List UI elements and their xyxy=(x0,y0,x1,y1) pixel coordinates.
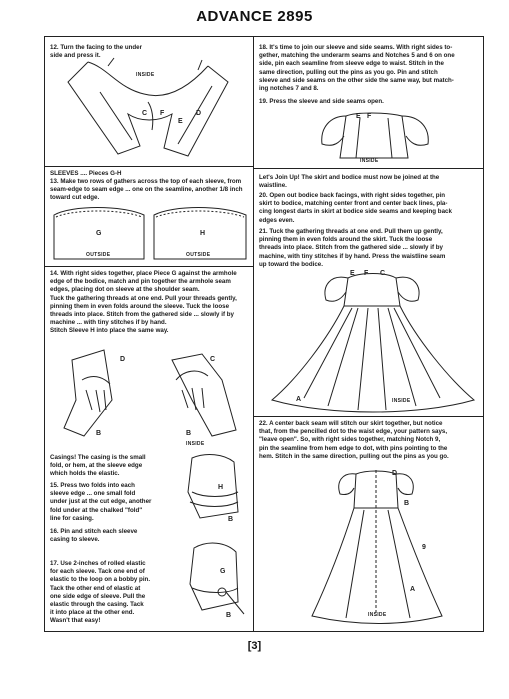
step-21-text: 21. Tuck the gathering threads at one end. Pull them up gently, pinning them in even folds around the skirt. Tuck the loose threads into place. Stitch from the gathered side ... slowly if by machine, with tiny stitches if by hand. Press the waistline seam up toward the bodice. xyxy=(259,228,446,268)
piece-label-b: B xyxy=(226,612,232,619)
notch-label-9: 9 xyxy=(422,544,426,551)
piece-label-e: E xyxy=(178,118,183,125)
dress-gathered-illustration xyxy=(268,268,476,414)
page-number: [3] xyxy=(247,640,262,652)
casings-text: Casings! The casing is the small fold, or hem, at the sleeve edge which holds the elastic. xyxy=(50,454,146,478)
inside-label: INSIDE xyxy=(392,398,411,404)
section-divider xyxy=(253,416,484,417)
outside-label: OUTSIDE xyxy=(186,252,211,258)
elastic-illustration xyxy=(182,540,252,622)
section-divider xyxy=(44,166,253,167)
step-13-text: 13. Make two rows of gathers across the top of each sleeve, from seam-edge to seam edge ... one on the seamline, another 1/8 inch toward cut edge. xyxy=(50,178,243,202)
outside-label: OUTSIDE xyxy=(86,252,111,258)
join-up-text: Let's Join Up! The skirt and bodice must now be joined at the waistline. xyxy=(259,174,440,190)
sleeve-pieces-illustration xyxy=(52,203,248,261)
step-16-text: 16. Pin and stitch each sleeve casing to sleeve. xyxy=(50,528,138,544)
step-12-text: 12. Turn the facing to the under side and press it. xyxy=(50,44,143,60)
piece-label-b: B xyxy=(186,430,192,437)
piece-label-b: B xyxy=(96,430,102,437)
sleeve-attach-illustration xyxy=(52,340,250,440)
column-divider xyxy=(253,36,254,632)
piece-label-f: F xyxy=(160,110,165,117)
piece-label-c: C xyxy=(142,110,148,117)
piece-label-b: B xyxy=(228,516,234,523)
piece-label-g: G xyxy=(220,568,226,575)
pattern-title: ADVANCE 2895 xyxy=(196,8,313,25)
step-22-text: 22. A center back seam will stitch our skirt together, but notice that, from the pencilled dot to the waist edge, your pattern says, "leave open". So, with right sides together, matching Notch 9, pin the seamline from hem edge to dot, with pins pointing to the hem. Stitch in the same direction, pulling out the pins as you go. xyxy=(259,420,449,460)
step-19-text: 19. Press the sleeve and side seams open. xyxy=(259,98,384,105)
piece-label-f: F xyxy=(367,113,372,120)
casing-illustration xyxy=(182,452,252,528)
section-divider xyxy=(253,168,484,169)
piece-label-e: E xyxy=(356,113,361,120)
piece-label-c: C xyxy=(380,270,386,277)
piece-label-e: E xyxy=(350,270,355,277)
piece-label-b: B xyxy=(404,500,410,507)
inside-label: INSIDE xyxy=(368,612,387,618)
piece-label-a: A xyxy=(410,586,416,593)
piece-label-d: D xyxy=(120,356,126,363)
piece-label-f: F xyxy=(364,270,369,277)
piece-label-a: A xyxy=(296,396,302,403)
step-20-text: 20. Open out bodice back facings, with right sides together, pin skirt to bodice, matching center front and center back lines, pla- cing longest darts in skirt at bodice side seams and keeping back edges even. xyxy=(259,192,452,224)
step-18-text: 18. It's time to join our sleeve and side seams. With right sides to- gether, matching the underarm seams and Notches 5 and 6 on one side, pin each seamline from sleeve edge to waist. Stitch in the same direction, pulling out the pins as you go. Pin and stitch sleeve and side seams on the other side the same way, but match- ing notches 7 and 8. xyxy=(259,44,455,93)
piece-label-d: D xyxy=(392,470,398,477)
piece-label-c: C xyxy=(210,356,216,363)
step-14-text: 14. With right sides together, place Piece G against the armhole edge of the bodice, match and pin together the armhole seam edges, placing dot on sleeve at the shoulder seam. Tuck the gathering threads at one end. Pull your threads gently, pinning them in even folds around the sleeve. Tuck the loose threads into place. Stitch from the gathered side ... slowly if by machine ... with tiny stitches if by hand. Stitch Sleeve H into place the same way. xyxy=(50,270,237,335)
sleeve-g-label: G xyxy=(96,230,102,237)
section-divider xyxy=(44,266,253,267)
inside-label: INSIDE xyxy=(360,158,379,164)
step-17-text: 17. Use 2-inches of rolled elastic for each sleeve. Tack one end of elastic to the loop on a bobby pin. Tack the other end of elastic at one side edge of sleeve. Pull the elastic through the casing. Tack it into place at the other end. Wasn't that easy! xyxy=(50,560,151,625)
sleeve-h-label: H xyxy=(200,230,206,237)
sleeves-heading: SLEEVES .... Pieces G-H xyxy=(50,170,122,177)
inside-label: INSIDE xyxy=(136,72,155,78)
piece-label-d: D xyxy=(196,110,202,117)
piece-label-h: H xyxy=(218,484,224,491)
inside-label: INSIDE xyxy=(186,441,205,447)
step-15-text: 15. Press two folds into each sleeve edge ... one small fold under just at the cut edge, another fold under at the chalked "fold" line for casing. xyxy=(50,482,152,522)
